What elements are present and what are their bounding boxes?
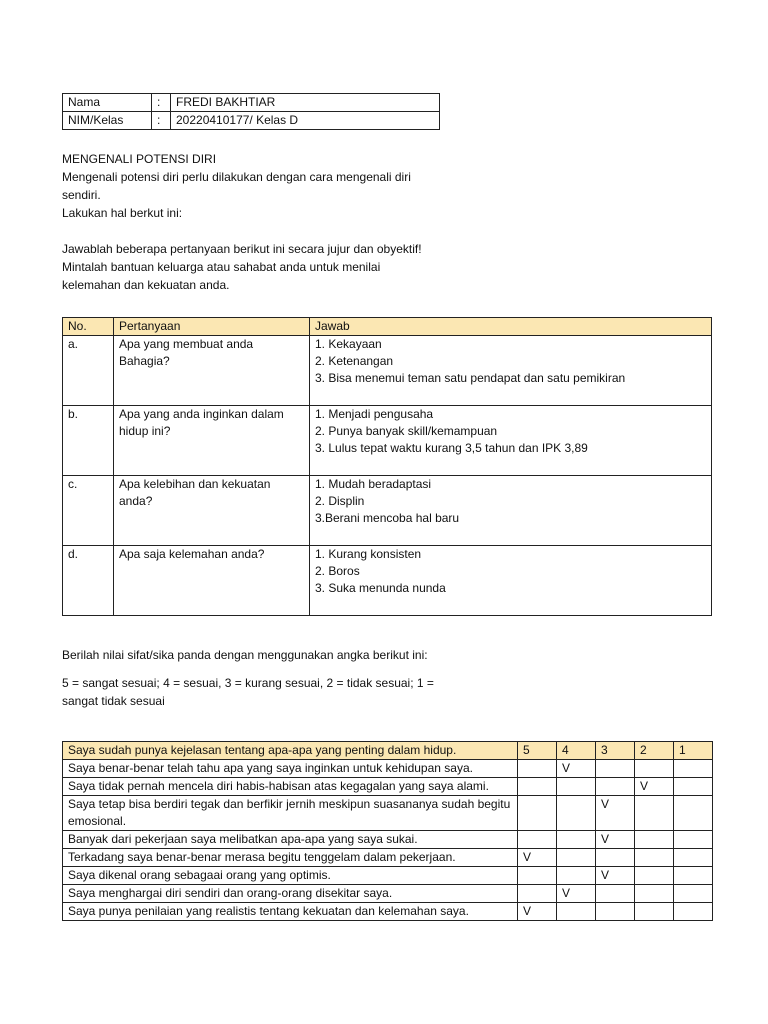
answer-item: 2. Punya banyak skill/kemampuan [315, 424, 498, 438]
scale-4: 4 [557, 742, 596, 760]
table-row [63, 336, 712, 406]
rating-mark [674, 831, 713, 849]
rating-instructions [62, 646, 437, 710]
row-number: b. [63, 406, 114, 476]
scale-3: 3 [596, 742, 635, 760]
rating-statement: Saya tetap bisa berdiri tegak dan berfikir jernih meskipun suasananya sudah begitu emosional. [63, 796, 518, 831]
identity-table [62, 93, 440, 130]
row-answers [310, 546, 712, 616]
rating-mark [557, 849, 596, 867]
header-question: Pertanyaan [114, 318, 310, 336]
rating-instruction-line: Berilah nilai sifat/sika panda dengan menggunakan angka berikut ini: [62, 648, 428, 662]
row-question: Apa kelebihan dan kekuatan anda? [114, 476, 310, 546]
intro-line: Lakukan hal berkut ini: [62, 206, 183, 220]
scale-2: 2 [635, 742, 674, 760]
table-row [63, 885, 713, 903]
rating-statement: Saya dikenal orang sebagaai orang yang optimis. [63, 867, 518, 885]
scale-1: 1 [674, 742, 713, 760]
scale-5: 5 [518, 742, 557, 760]
identity-value: FREDI BAKHTIAR [171, 94, 440, 112]
rating-mark [674, 796, 713, 831]
rating-mark [635, 903, 674, 921]
rating-mark [635, 885, 674, 903]
row-answers [310, 406, 712, 476]
header-no: No. [63, 318, 114, 336]
rating-mark: V [518, 903, 557, 921]
rating-mark [557, 778, 596, 796]
rating-mark [674, 867, 713, 885]
row-question: Apa yang membuat anda Bahagia? [114, 336, 310, 406]
answer-item: 1. Kurang konsisten [315, 547, 422, 561]
rating-mark [635, 760, 674, 778]
rating-mark: V [596, 867, 635, 885]
table-row [63, 406, 712, 476]
table-row [63, 546, 712, 616]
row-answers [310, 476, 712, 546]
rating-statement: Saya benar-benar telah tahu apa yang saya inginkan untuk kehidupan saya. [63, 760, 518, 778]
answer-item: 3. Lulus tepat waktu kurang 3,5 tahun dan IPK 3,89 [315, 441, 588, 455]
rating-mark [557, 831, 596, 849]
table-row [63, 760, 713, 778]
rating-mark [557, 903, 596, 921]
intro-line: Mengenali potensi diri perlu dilakukan dengan cara mengenali diri sendiri. [62, 170, 411, 202]
rating-mark: V [518, 849, 557, 867]
answer-item: 2. Displin [315, 494, 365, 508]
intro-line: Jawablah beberapa pertanyaan berikut ini secara jujur dan obyektif! [62, 242, 422, 256]
rating-mark: V [596, 831, 635, 849]
rating-mark [557, 796, 596, 831]
row-number: c. [63, 476, 114, 546]
table-row [63, 796, 713, 831]
identity-separator: : [152, 112, 171, 130]
table-row [63, 903, 713, 921]
row-number: a. [63, 336, 114, 406]
rating-mark [674, 885, 713, 903]
header-answer: Jawab [310, 318, 712, 336]
rating-statement: Saya menghargai diri sendiri dan orang-orang disekitar saya. [63, 885, 518, 903]
rating-mark [635, 849, 674, 867]
rating-mark [596, 885, 635, 903]
rating-mark [518, 831, 557, 849]
rating-mark: V [557, 885, 596, 903]
answer-item: 2. Ketenangan [315, 354, 394, 368]
rating-mark [518, 885, 557, 903]
header-statement: Saya sudah punya kejelasan tentang apa-apa yang penting dalam hidup. [63, 742, 518, 760]
rating-statement: Saya tidak pernah mencela diri habis-habisan atas kegagalan yang saya alami. [63, 778, 518, 796]
rating-mark [674, 760, 713, 778]
table-row [63, 778, 713, 796]
rating-scale-legend: 5 = sangat sesuai; 4 = sesuai, 3 = kurang sesuai, 2 = tidak sesuai; 1 = sangat tidak sesuai [62, 676, 434, 708]
answer-item: 2. Boros [315, 564, 360, 578]
question-table-header [63, 318, 712, 336]
table-row [63, 476, 712, 546]
row-answers [310, 336, 712, 406]
answer-item: 3. Bisa menemui teman satu pendapat dan satu pemikiran [315, 371, 626, 385]
identity-row-name [63, 94, 440, 112]
table-row [63, 867, 713, 885]
rating-mark [596, 849, 635, 867]
rating-mark [518, 867, 557, 885]
rating-statement: Banyak dari pekerjaan saya melibatkan apa-apa yang saya sukai. [63, 831, 518, 849]
rating-mark [596, 760, 635, 778]
rating-mark [635, 831, 674, 849]
rating-statement: Saya punya penilaian yang realistis tentang kekuatan dan kelemahan saya. [63, 903, 518, 921]
rating-table-header [63, 742, 713, 760]
row-question: Apa yang anda inginkan dalam hidup ini? [114, 406, 310, 476]
answer-item: 1. Menjadi pengusaha [315, 407, 434, 421]
rating-mark [674, 903, 713, 921]
answer-item: 1. Kekayaan [315, 337, 382, 351]
row-number: d. [63, 546, 114, 616]
rating-mark [635, 867, 674, 885]
rating-mark [674, 778, 713, 796]
table-row [63, 831, 713, 849]
row-question: Apa saja kelemahan anda? [114, 546, 310, 616]
rating-mark [518, 778, 557, 796]
identity-label: NIM/Kelas [63, 112, 152, 130]
rating-mark [518, 760, 557, 778]
rating-mark: V [635, 778, 674, 796]
rating-table [62, 741, 713, 921]
answer-item: 3.Berani mencoba hal baru [315, 511, 460, 525]
intro-line: Mintalah bantuan keluarga atau sahabat anda untuk menilai kelemahan dan kekuatan anda. [62, 260, 381, 292]
identity-value: 20220410177/ Kelas D [171, 112, 440, 130]
rating-mark [635, 796, 674, 831]
section-title: MENGENALI POTENSI DIRI [62, 152, 217, 166]
intro-block [62, 150, 442, 294]
answer-item: 1. Mudah beradaptasi [315, 477, 432, 491]
rating-mark [596, 778, 635, 796]
identity-row-nim [63, 112, 440, 130]
identity-label: Nama [63, 94, 152, 112]
rating-mark [674, 849, 713, 867]
rating-mark [557, 867, 596, 885]
rating-mark [596, 903, 635, 921]
rating-mark: V [557, 760, 596, 778]
question-table [62, 317, 712, 616]
rating-mark: V [596, 796, 635, 831]
rating-statement: Terkadang saya benar-benar merasa begitu tenggelam dalam pekerjaan. [63, 849, 518, 867]
table-row [63, 849, 713, 867]
answer-item: 3. Suka menunda nunda [315, 581, 446, 595]
rating-mark [518, 796, 557, 831]
identity-separator: : [152, 94, 171, 112]
